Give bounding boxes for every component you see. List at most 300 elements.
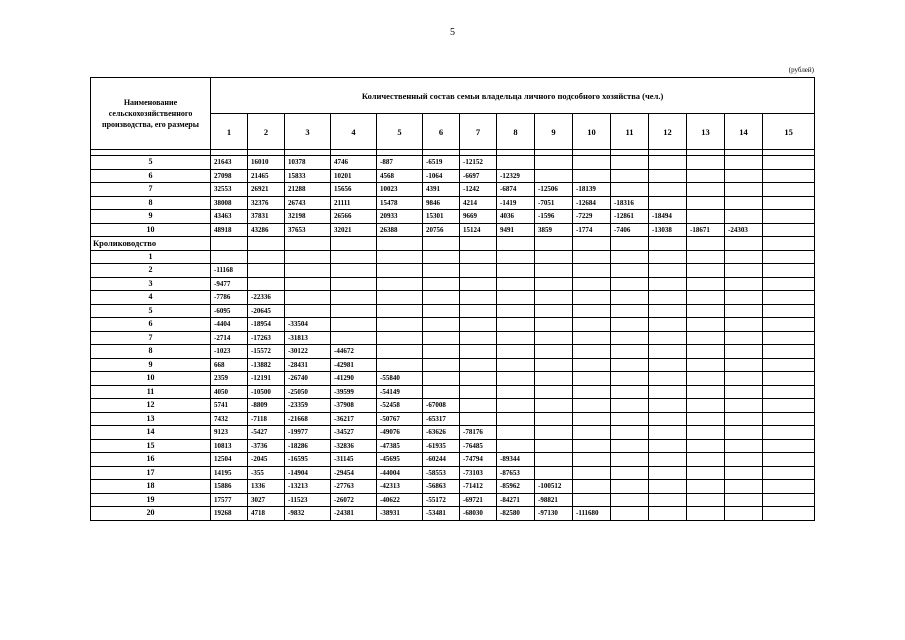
- table-cell: [497, 372, 535, 386]
- column-number: 2: [248, 114, 285, 150]
- table-cell: [377, 345, 423, 359]
- table-cell: [535, 264, 573, 278]
- table-cell: [573, 291, 611, 305]
- table-cell: [763, 345, 815, 359]
- table-cell: -44672: [331, 345, 377, 359]
- row-label: 17: [91, 466, 211, 480]
- table-cell: [460, 277, 497, 291]
- table-cell: [423, 250, 460, 264]
- table-cell: [649, 331, 687, 345]
- table-cell: [763, 210, 815, 224]
- table-cell: 21288: [285, 183, 331, 197]
- table-cell: [687, 507, 725, 521]
- table-cell: [649, 466, 687, 480]
- table-cell: -4404: [211, 318, 248, 332]
- table-cell: -73103: [460, 466, 497, 480]
- table-cell: [687, 250, 725, 264]
- table-cell: [423, 385, 460, 399]
- table-cell: -20645: [248, 304, 285, 318]
- row-label: 1: [91, 250, 211, 264]
- table-cell: [687, 331, 725, 345]
- table-row: [91, 385, 815, 399]
- table-cell: -17263: [248, 331, 285, 345]
- table-cell: [535, 318, 573, 332]
- table-cell: [535, 372, 573, 386]
- table-cell: -18671: [687, 223, 725, 237]
- table-row: [91, 304, 815, 318]
- table-cell: [763, 412, 815, 426]
- table-cell: 43463: [211, 210, 248, 224]
- table-cell: [535, 156, 573, 170]
- table-cell: [725, 210, 763, 224]
- table-cell: [763, 385, 815, 399]
- table-cell: 4036: [497, 210, 535, 224]
- table-row: [91, 291, 815, 305]
- table-cell: [611, 331, 649, 345]
- section-title: Кролиководство: [91, 237, 211, 251]
- table-cell: [725, 385, 763, 399]
- table-cell: [377, 331, 423, 345]
- table-cell: 9669: [460, 210, 497, 224]
- table-cell: -69721: [460, 493, 497, 507]
- table-cell: -36217: [331, 412, 377, 426]
- table-cell: -18286: [285, 439, 331, 453]
- table-cell: -9832: [285, 507, 331, 521]
- table-cell: [649, 291, 687, 305]
- row-label: 7: [91, 331, 211, 345]
- table-cell: [377, 304, 423, 318]
- table-row: [91, 183, 815, 197]
- column-number: 9: [535, 114, 573, 150]
- table-cell: 2359: [211, 372, 248, 386]
- table-cell: -18494: [649, 210, 687, 224]
- row-label: 10: [91, 223, 211, 237]
- table-cell: -39599: [331, 385, 377, 399]
- table-cell: -45695: [377, 453, 423, 467]
- table-cell: 26743: [285, 196, 331, 210]
- table-cell: 37653: [285, 223, 331, 237]
- table-cell: [460, 318, 497, 332]
- table-cell: -55840: [377, 372, 423, 386]
- table-cell: [377, 250, 423, 264]
- cost-table: [90, 77, 815, 521]
- section-title-row-group: [91, 237, 815, 251]
- table-cell: [687, 493, 725, 507]
- table-cell: [611, 466, 649, 480]
- table-cell: [611, 183, 649, 197]
- table-cell: -42313: [377, 480, 423, 494]
- table-cell: [497, 277, 535, 291]
- table-cell: [285, 291, 331, 305]
- table-cell: [725, 426, 763, 440]
- table-cell: [611, 250, 649, 264]
- table-cell: [423, 331, 460, 345]
- table-cell: [725, 453, 763, 467]
- table-cell: -7406: [611, 223, 649, 237]
- table-cell: -60244: [423, 453, 460, 467]
- table-cell: -76485: [460, 439, 497, 453]
- table-cell: 10813: [211, 439, 248, 453]
- table-cell: -10500: [248, 385, 285, 399]
- table-cell: [573, 493, 611, 507]
- table-cell: [573, 358, 611, 372]
- table-cell: [649, 426, 687, 440]
- table-cell: [535, 304, 573, 318]
- table-row: [91, 210, 815, 224]
- table-cell: -1419: [497, 196, 535, 210]
- table-row: [91, 439, 815, 453]
- table-cell: [573, 345, 611, 359]
- table-cell: [725, 196, 763, 210]
- table-cell: -6519: [423, 156, 460, 170]
- table-cell: [687, 264, 725, 278]
- table-cell: [687, 480, 725, 494]
- column-number: 8: [497, 114, 535, 150]
- table-cell: 37831: [248, 210, 285, 224]
- table-cell: [573, 439, 611, 453]
- table-cell: [649, 277, 687, 291]
- table-cell: 3859: [535, 223, 573, 237]
- table-cell: [423, 291, 460, 305]
- table-cell: [687, 318, 725, 332]
- table-cell: [611, 426, 649, 440]
- group-header: Количественный состав семьи владельца личного подсобного хозяйства (чел.): [211, 78, 815, 114]
- table-cell: [573, 480, 611, 494]
- table-cell: -19977: [285, 426, 331, 440]
- table-row: [91, 223, 815, 237]
- table-cell: -5427: [248, 426, 285, 440]
- table-cell: [649, 480, 687, 494]
- table-cell: [649, 358, 687, 372]
- table-cell: -49076: [377, 426, 423, 440]
- row-label: 9: [91, 210, 211, 224]
- table-cell: -12684: [573, 196, 611, 210]
- table-cell: [763, 223, 815, 237]
- table-cell: 48918: [211, 223, 248, 237]
- table-cell: 21111: [331, 196, 377, 210]
- table-cell: [573, 399, 611, 413]
- table-cell: [687, 372, 725, 386]
- table-cell: -84271: [497, 493, 535, 507]
- table-cell: [573, 412, 611, 426]
- table-cell: -24381: [331, 507, 377, 521]
- table-cell: [460, 264, 497, 278]
- row-label: 20: [91, 507, 211, 521]
- table-cell: [649, 385, 687, 399]
- table-row: [91, 493, 815, 507]
- table-cell: -18316: [611, 196, 649, 210]
- table-cell: [763, 372, 815, 386]
- table-row: [91, 277, 815, 291]
- table-cell: [573, 372, 611, 386]
- table-cell: 4568: [377, 169, 423, 183]
- table-cell: [573, 453, 611, 467]
- table-cell: [763, 358, 815, 372]
- table-cell: 7432: [211, 412, 248, 426]
- table-cell: -3736: [248, 439, 285, 453]
- table-cell: -50767: [377, 412, 423, 426]
- table-cell: [535, 169, 573, 183]
- table-cell: [687, 412, 725, 426]
- table-cell: -7118: [248, 412, 285, 426]
- table-cell: [763, 250, 815, 264]
- table-cell: -11168: [211, 264, 248, 278]
- table-cell: -98821: [535, 493, 573, 507]
- table-cell: [725, 277, 763, 291]
- column-number: 13: [687, 114, 725, 150]
- table-row: [91, 345, 815, 359]
- table-cell: [535, 277, 573, 291]
- table-cell: [611, 318, 649, 332]
- top-rows: [91, 156, 815, 237]
- table-cell: [649, 264, 687, 278]
- column-number: 7: [460, 114, 497, 150]
- table-cell: [611, 507, 649, 521]
- table-cell: -22336: [248, 291, 285, 305]
- row-label: 7: [91, 183, 211, 197]
- section-title-row: [91, 237, 815, 251]
- table-cell: [460, 385, 497, 399]
- table-cell: -30122: [285, 345, 331, 359]
- row-label: 16: [91, 453, 211, 467]
- table-cell: 3027: [248, 493, 285, 507]
- column-number: 6: [423, 114, 460, 150]
- table-cell: -78176: [460, 426, 497, 440]
- table-cell: [687, 196, 725, 210]
- row-label: 10: [91, 372, 211, 386]
- table-cell: -31145: [331, 453, 377, 467]
- table-cell: -53481: [423, 507, 460, 521]
- table-cell: -2714: [211, 331, 248, 345]
- table-cell: [687, 169, 725, 183]
- table-cell: -887: [377, 156, 423, 170]
- table-cell: [497, 250, 535, 264]
- table-cell: 15301: [423, 210, 460, 224]
- table-cell: -26740: [285, 372, 331, 386]
- table-row: [91, 426, 815, 440]
- table-cell: -47385: [377, 439, 423, 453]
- table-cell: 15833: [285, 169, 331, 183]
- table-cell: [649, 412, 687, 426]
- table-cell: [377, 358, 423, 372]
- table-cell: -29454: [331, 466, 377, 480]
- table-cell: [211, 250, 248, 264]
- table-cell: [649, 196, 687, 210]
- table-cell: [423, 345, 460, 359]
- table-cell: [763, 156, 815, 170]
- table-cell: [611, 385, 649, 399]
- table-cell: -25050: [285, 385, 331, 399]
- row-label: 14: [91, 426, 211, 440]
- table-cell: [497, 426, 535, 440]
- table-cell: [763, 264, 815, 278]
- row-label: 8: [91, 196, 211, 210]
- table-cell: 9846: [423, 196, 460, 210]
- table-cell: [460, 399, 497, 413]
- table-cell: [611, 156, 649, 170]
- table-cell: [611, 291, 649, 305]
- table-row: [91, 466, 815, 480]
- table-cell: [763, 196, 815, 210]
- table-cell: -33504: [285, 318, 331, 332]
- table-cell: [763, 439, 815, 453]
- table-cell: -8809: [248, 399, 285, 413]
- table-cell: -24303: [725, 223, 763, 237]
- table-cell: -52458: [377, 399, 423, 413]
- table-row: [91, 331, 815, 345]
- table-cell: 4050: [211, 385, 248, 399]
- table-cell: -6095: [211, 304, 248, 318]
- table-cell: [649, 372, 687, 386]
- table-cell: [687, 156, 725, 170]
- table-cell: [687, 466, 725, 480]
- table-cell: -85962: [497, 480, 535, 494]
- table-cell: -12506: [535, 183, 573, 197]
- table-cell: [725, 183, 763, 197]
- table-cell: 32376: [248, 196, 285, 210]
- table-cell: [611, 345, 649, 359]
- table-cell: -12191: [248, 372, 285, 386]
- table-cell: [725, 331, 763, 345]
- table-row: [91, 399, 815, 413]
- table-cell: [331, 264, 377, 278]
- column-number: 1: [211, 114, 248, 150]
- table-cell: [611, 372, 649, 386]
- table-cell: -54149: [377, 385, 423, 399]
- table-cell: 9491: [497, 223, 535, 237]
- table-cell: [535, 250, 573, 264]
- table-cell: 26388: [377, 223, 423, 237]
- table-cell: [611, 277, 649, 291]
- table-cell: 27098: [211, 169, 248, 183]
- table-cell: [460, 345, 497, 359]
- table-cell: 668: [211, 358, 248, 372]
- table-cell: [649, 169, 687, 183]
- table-cell: [497, 399, 535, 413]
- table-cell: [460, 358, 497, 372]
- table-cell: -67008: [423, 399, 460, 413]
- table-row: [91, 169, 815, 183]
- table-cell: 20756: [423, 223, 460, 237]
- table-cell: 4391: [423, 183, 460, 197]
- table-cell: 21465: [248, 169, 285, 183]
- table-cell: [331, 318, 377, 332]
- table-cell: [649, 439, 687, 453]
- table-cell: 20933: [377, 210, 423, 224]
- table-cell: [611, 453, 649, 467]
- name-header: Наименование сельскохозяйственного производства, его размеры: [91, 78, 211, 150]
- table-cell: [649, 507, 687, 521]
- table-row: [91, 453, 815, 467]
- table-cell: 21643: [211, 156, 248, 170]
- table-cell: 32198: [285, 210, 331, 224]
- table-cell: [573, 156, 611, 170]
- table-row: [91, 196, 815, 210]
- table-cell: [285, 264, 331, 278]
- column-number: 14: [725, 114, 763, 150]
- table-cell: [687, 439, 725, 453]
- table-cell: [497, 358, 535, 372]
- table-cell: [611, 399, 649, 413]
- table-cell: [331, 277, 377, 291]
- table-cell: [423, 318, 460, 332]
- table-cell: [573, 385, 611, 399]
- table-cell: [535, 331, 573, 345]
- table-cell: [535, 399, 573, 413]
- table-cell: 43286: [248, 223, 285, 237]
- table-cell: -34527: [331, 426, 377, 440]
- page-number: 5: [450, 27, 455, 38]
- table-cell: [573, 304, 611, 318]
- table-cell: -1064: [423, 169, 460, 183]
- table-cell: [535, 453, 573, 467]
- table-cell: [497, 291, 535, 305]
- table-cell: -32836: [331, 439, 377, 453]
- table-cell: 26566: [331, 210, 377, 224]
- table-cell: [687, 358, 725, 372]
- table-cell: [611, 169, 649, 183]
- table-cell: [331, 304, 377, 318]
- table-cell: [497, 412, 535, 426]
- table-cell: [573, 277, 611, 291]
- table-cell: -27763: [331, 480, 377, 494]
- table-cell: -7786: [211, 291, 248, 305]
- table-cell: [725, 372, 763, 386]
- table-cell: [573, 331, 611, 345]
- row-label: 2: [91, 264, 211, 278]
- table-cell: -37908: [331, 399, 377, 413]
- table-cell: 17577: [211, 493, 248, 507]
- table-cell: -87653: [497, 466, 535, 480]
- table-cell: [535, 345, 573, 359]
- table-cell: [248, 264, 285, 278]
- table-cell: [763, 480, 815, 494]
- table-cell: [285, 250, 331, 264]
- table-cell: -26072: [331, 493, 377, 507]
- table-cell: -16595: [285, 453, 331, 467]
- table-cell: -14904: [285, 466, 331, 480]
- table-cell: [763, 304, 815, 318]
- column-number: 12: [649, 114, 687, 150]
- table-cell: -71412: [460, 480, 497, 494]
- table-cell: [763, 331, 815, 345]
- table-cell: -12861: [611, 210, 649, 224]
- table-cell: [649, 156, 687, 170]
- row-label: 13: [91, 412, 211, 426]
- table-cell: [460, 372, 497, 386]
- table-cell: [535, 385, 573, 399]
- table-cell: 15478: [377, 196, 423, 210]
- table-cell: -13882: [248, 358, 285, 372]
- table-cell: [763, 399, 815, 413]
- column-number: 4: [331, 114, 377, 150]
- table-cell: [460, 331, 497, 345]
- table-cell: -89344: [497, 453, 535, 467]
- table-cell: [423, 372, 460, 386]
- table-cell: [725, 412, 763, 426]
- table-cell: 32021: [331, 223, 377, 237]
- table-cell: [649, 345, 687, 359]
- table-cell: [460, 250, 497, 264]
- table-cell: -23359: [285, 399, 331, 413]
- table-cell: [460, 304, 497, 318]
- table-cell: [649, 399, 687, 413]
- row-label: 12: [91, 399, 211, 413]
- table-cell: [535, 291, 573, 305]
- table-cell: -12152: [460, 156, 497, 170]
- table-cell: -28431: [285, 358, 331, 372]
- table-cell: [248, 277, 285, 291]
